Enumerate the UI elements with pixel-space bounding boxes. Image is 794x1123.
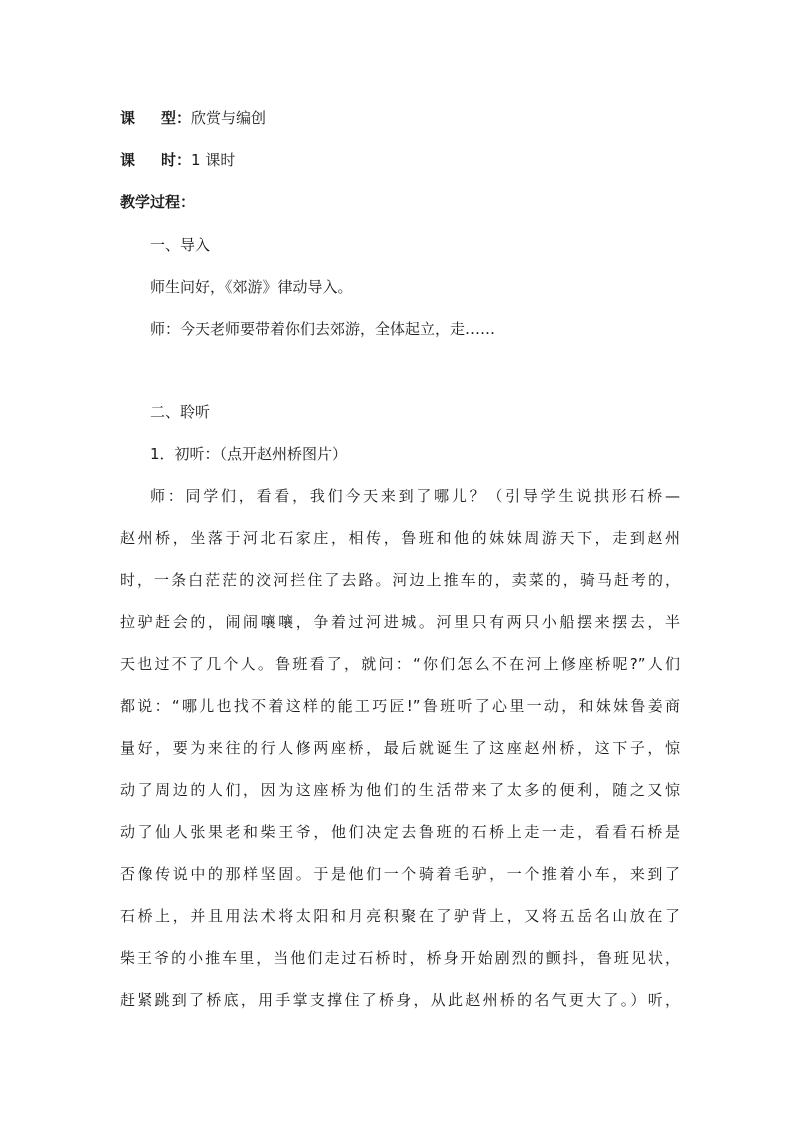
body-line-4: 拉驴赶会的，闹闹嚷嚷，争着过河进城。河里只有两只小船摆来摆去，半 (120, 613, 680, 631)
body-line-11: 石桥上，并且用法术将太阳和月亮积聚在了驴背上，又将五岳名山放在了 (120, 907, 680, 925)
body-line-9: 动了仙人张果老和柴王爷，他们决定去鲁班的石桥上走一走，看看石桥是 (120, 823, 680, 841)
section-intro-paragraph-2: 师：今天老师要带着你们去郊游，全体起立，走…… (150, 320, 496, 338)
body-line-12: 柴王爷的小推车里，当他们走过石桥时，桥身开始剧烈的颤抖，鲁班见状， (120, 949, 680, 967)
lesson-time-label-1: 课 (120, 151, 136, 169)
lesson-type-value: 欣赏与编创 (191, 109, 267, 127)
lesson-time-row (120, 150, 235, 170)
body-line-6: 都说：“哪儿也找不着这样的能工巧匠!”鲁班听了心里一动，和妹妹鲁姜商 (120, 697, 680, 715)
lesson-type-label-1: 课 (120, 109, 136, 127)
body-line-2: 赵州桥，坐落于河北石家庄，相传，鲁班和他的妹妹周游天下，走到赵州 (120, 529, 680, 547)
body-line-3: 时，一条白茫茫的洨河拦住了去路。河边上推车的，卖菜的，骑马赶考的， (120, 571, 680, 589)
section-listen-sub-1: 1．初听：（点开赵州桥图片） (150, 445, 348, 463)
body-line-10: 否像传说中的那样坚固。于是他们一个骑着毛驴，一个推着小车，来到了 (120, 865, 680, 883)
teaching-process-label: 教学过程： (120, 193, 196, 211)
section-intro-heading: 一、导入 (150, 236, 211, 254)
body-line-5: 天也过不了几个人。鲁班看了，就问：“你们怎么不在河上修座桥呢?”人们 (120, 655, 680, 673)
body-line-13: 赶紧跳到了桥底，用手掌支撑住了桥身，从此赵州桥的名气更大了。）听， (120, 991, 680, 1009)
lesson-time-label-2: 时： (161, 151, 192, 169)
section-intro-paragraph-1: 师生问好，《郊游》律动导入。 (150, 278, 353, 296)
body-line-8: 动了周边的人们，因为这座桥为他们的生活带来了太多的便利，随之又惊 (120, 781, 680, 799)
body-line-7: 量好，要为来往的行人修两座桥，最后就诞生了这座赵州桥，这下子，惊 (120, 739, 680, 757)
body-line-1: 师：同学们，看看，我们今天来到了哪儿？（引导学生说拱形石桥— (150, 487, 680, 505)
section-listen-heading: 二、聆听 (150, 403, 211, 421)
lesson-type-label-2: 型： (161, 109, 192, 127)
lesson-type-row (120, 108, 266, 128)
lesson-time-value: 1 课时 (191, 151, 236, 169)
